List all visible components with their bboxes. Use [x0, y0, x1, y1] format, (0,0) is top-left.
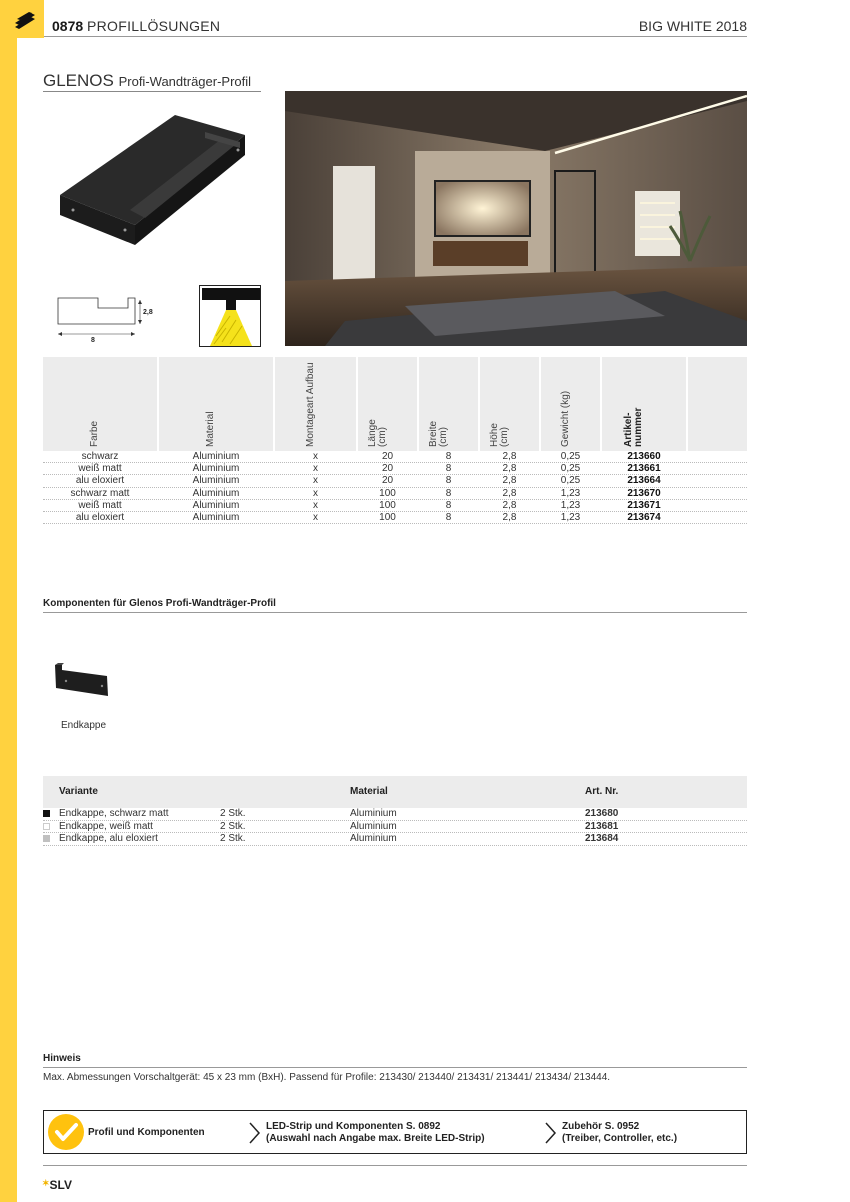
col-header-art-nr: Art. Nr. — [585, 786, 619, 797]
header-divider — [44, 36, 747, 37]
cell-breite: 8 — [445, 463, 452, 475]
cell-laenge: 100 — [379, 511, 396, 523]
footer-divider — [43, 1165, 747, 1166]
profile-product-image — [55, 110, 250, 250]
led-strip-reference[interactable]: LED-Strip und Komponenten S. 0892 (Auswahl nach Angabe max. Breite LED-Strip) — [266, 1121, 485, 1144]
spec-table-row — [43, 500, 747, 512]
profile-stack-icon — [13, 9, 37, 31]
spec-table-header — [43, 357, 747, 451]
cell-gewicht: 1,23 — [560, 499, 581, 511]
cross-reference-box — [43, 1110, 747, 1154]
cell-breite: 8 — [445, 451, 452, 462]
color-swatch — [43, 835, 50, 842]
cell-hoehe: 2,8 — [502, 475, 517, 487]
spec-table-row — [43, 488, 747, 500]
spec-table-row — [43, 475, 747, 487]
cell-laenge: 100 — [379, 487, 396, 499]
cell-farbe: alu eloxiert — [75, 511, 125, 523]
section-title: PROFILLÖSUNGEN — [87, 18, 221, 34]
cell-gewicht: 0,25 — [560, 451, 581, 462]
variant-table — [43, 776, 747, 846]
cell-variante: Endkappe, schwarz matt — [59, 808, 169, 819]
cell-artikelnummer: 213660 — [627, 451, 661, 462]
cell-farbe: alu eloxiert — [75, 475, 125, 487]
cell-material: Aluminium — [350, 833, 397, 844]
cell-artikelnummer: 213671 — [627, 499, 661, 511]
chevron-right-icon — [543, 1121, 557, 1145]
profile-dimension-drawing — [50, 290, 160, 350]
chevron-right-icon — [247, 1121, 261, 1145]
light-beam-icon — [199, 285, 261, 347]
cell-material: Aluminium — [192, 463, 240, 475]
cell-art-nr: 213681 — [585, 820, 619, 832]
col-header-montageart: Montageart Aufbau — [275, 357, 356, 451]
cell-laenge: 20 — [381, 463, 394, 475]
spec-table — [43, 357, 747, 524]
cell-farbe: schwarz matt — [70, 487, 130, 499]
cell-hoehe: 2,8 — [502, 499, 517, 511]
product-title — [43, 71, 251, 91]
checkmark-icon — [48, 1114, 84, 1150]
color-swatch — [43, 823, 50, 830]
components-divider — [43, 612, 747, 613]
cell-laenge: 20 — [381, 475, 394, 487]
col-header-material: Material — [159, 357, 273, 451]
brand-logo: ✶SLV — [42, 1178, 72, 1192]
hint-divider — [43, 1067, 747, 1068]
cell-gewicht: 1,23 — [560, 511, 581, 523]
cell-breite: 8 — [445, 499, 452, 511]
hint-title: Hinweis — [43, 1053, 81, 1064]
info-box-label: Profil und Komponenten — [88, 1127, 205, 1138]
page-number: 0878 — [52, 18, 84, 34]
cell-montageart: x — [313, 451, 318, 462]
col-header-gewicht: Gewicht (kg) — [541, 357, 600, 451]
cell-quantity: 2 Stk. — [220, 833, 246, 844]
cell-hoehe: 2,8 — [502, 511, 517, 523]
cell-montageart: x — [313, 511, 318, 523]
bathroom-ambience-photo — [285, 91, 747, 346]
spec-table-row — [43, 463, 747, 475]
endcap-product-image — [52, 660, 114, 700]
cell-gewicht: 1,23 — [560, 487, 581, 499]
cell-artikelnummer: 213664 — [627, 475, 661, 487]
accessories-reference[interactable]: Zubehör S. 0952 (Treiber, Controller, etc.) — [562, 1121, 678, 1144]
cell-montageart: x — [313, 475, 318, 487]
components-title: Komponenten für Glenos Profi-Wandträger-Profil — [43, 598, 276, 609]
cell-material: Aluminium — [192, 499, 240, 511]
endcap-label: Endkappe — [61, 720, 107, 731]
spec-table-row — [43, 512, 747, 524]
cell-breite: 8 — [445, 511, 452, 523]
cell-material: Aluminium — [350, 820, 397, 832]
col-header-breite: Breite (cm) — [419, 357, 478, 451]
cell-art-nr: 213684 — [585, 833, 619, 844]
cell-montageart: x — [313, 487, 318, 499]
cell-quantity: 2 Stk. — [220, 820, 246, 832]
cell-hoehe: 2,8 — [502, 451, 517, 462]
dimension-height-label: 2,8 — [143, 309, 153, 316]
cell-quantity: 2 Stk. — [220, 808, 246, 819]
cell-artikelnummer: 213674 — [627, 511, 661, 523]
col-header-farbe: Farbe — [43, 357, 157, 451]
col-header-hoehe: Höhe (cm) — [480, 357, 539, 451]
product-subtitle: Profi-Wandträger-Profil — [118, 74, 252, 89]
cell-farbe: weiß matt — [78, 499, 122, 511]
cell-montageart: x — [313, 499, 318, 511]
col-header-artikelnummer: Artikel- nummer — [602, 357, 686, 451]
title-divider — [43, 91, 261, 92]
cell-laenge: 100 — [379, 499, 396, 511]
col-header-empty — [688, 357, 747, 451]
cell-artikelnummer: 213661 — [627, 463, 661, 475]
cell-variante: Endkappe, alu eloxiert — [59, 833, 158, 844]
cell-laenge: 20 — [381, 451, 394, 462]
cell-gewicht: 0,25 — [560, 475, 581, 487]
catalog-name: BIG WHITE 2018 — [638, 18, 747, 34]
cell-montageart: x — [313, 463, 318, 475]
col-header-variant-material: Material — [350, 786, 388, 797]
product-name: GLENOS — [43, 71, 114, 90]
cell-breite: 8 — [445, 487, 452, 499]
cell-art-nr: 213680 — [585, 808, 619, 819]
color-swatch — [43, 810, 50, 817]
cell-material: Aluminium — [192, 475, 240, 487]
cell-material: Aluminium — [192, 511, 240, 523]
cell-gewicht: 0,25 — [560, 463, 581, 475]
variant-table-row — [43, 821, 747, 834]
col-header-variante: Variante — [59, 786, 98, 797]
cell-breite: 8 — [445, 475, 452, 487]
cell-hoehe: 2,8 — [502, 463, 517, 475]
side-accent-bar — [0, 0, 17, 1202]
cell-material: Aluminium — [350, 808, 397, 819]
cell-hoehe: 2,8 — [502, 487, 517, 499]
spec-table-row — [43, 451, 747, 463]
variant-table-row — [43, 808, 747, 821]
cell-material: Aluminium — [192, 487, 240, 499]
dimension-width-label: 8 — [91, 337, 95, 344]
cell-material: Aluminium — [192, 451, 240, 462]
col-header-laenge: Länge (cm) — [358, 357, 417, 451]
variant-table-row — [43, 833, 747, 846]
cell-farbe: schwarz — [81, 451, 119, 462]
hint-text: Max. Abmessungen Vorschaltgerät: 45 x 23 mm (BxH). Passend für Profile: 213430/ 213440/ 213431/ 213441/ 213434/ 213444. — [43, 1072, 611, 1083]
cell-artikelnummer: 213670 — [627, 487, 661, 499]
cell-farbe: weiß matt — [78, 463, 122, 475]
variant-table-header — [43, 776, 747, 808]
cell-variante: Endkappe, weiß matt — [59, 820, 153, 832]
